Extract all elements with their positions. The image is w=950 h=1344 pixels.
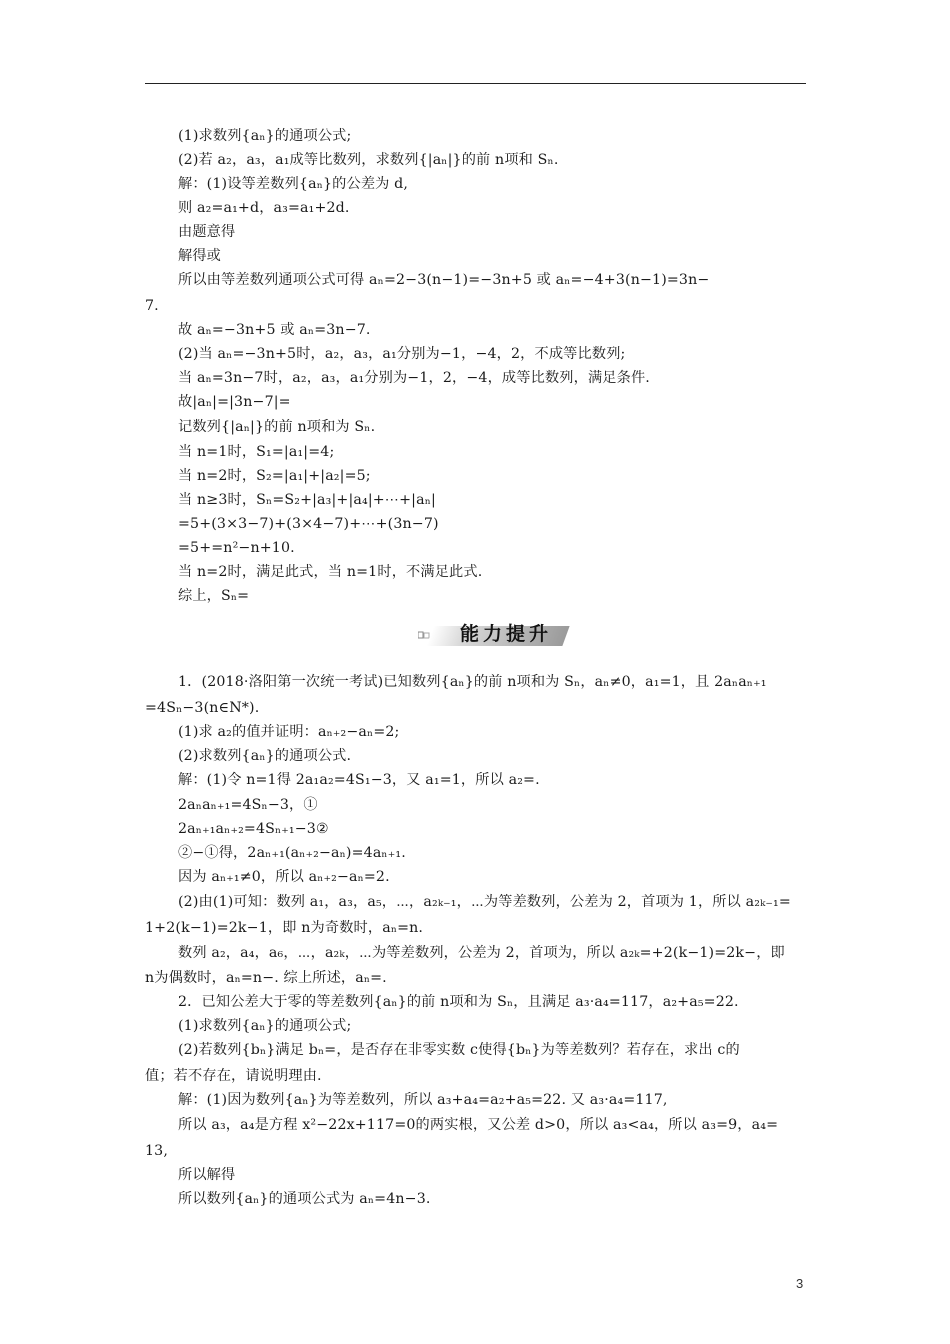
text-line: (1)求 a₂的值并证明：aₙ₊₂−aₙ=2; bbox=[178, 724, 400, 740]
text-line: 13, bbox=[145, 1143, 169, 1159]
text-line: 故 aₙ=−3n+5 或 aₙ=3n−7. bbox=[178, 322, 371, 338]
text-line: 1．(2018·洛阳第一次统一考试)已知数列{aₙ}的前 n项和为 Sₙ，aₙ≠0，a₁=1，且 2aₙaₙ₊₁ bbox=[178, 674, 767, 690]
text-line: (2)求数列{aₙ}的通项公式. bbox=[178, 748, 352, 764]
text-line: (2)由(1)可知：数列 a₁，a₃，a₅，⋯，a₂ₖ₋₁，⋯为等差数列，公差为 2，首项为 1，所以 a₂ₖ₋₁= bbox=[178, 894, 791, 910]
text-line: (1)求数列{aₙ}的通项公式; bbox=[178, 128, 352, 144]
text-line: 2aₙ₊₁aₙ₊₂=4Sₙ₊₁−3② bbox=[178, 821, 329, 837]
text-line: 当 n=1时，S₁=|a₁|=4; bbox=[178, 444, 335, 460]
page-number: 3 bbox=[796, 1276, 804, 1291]
section-banner bbox=[418, 620, 568, 648]
banner-title: 能力提升 bbox=[459, 623, 552, 645]
text-line: (1)求数列{aₙ}的通项公式; bbox=[178, 1018, 352, 1034]
text-line: 解：(1)令 n=1得 2a₁a₂=4S₁−3，又 a₁=1，所以 a₂=. bbox=[178, 772, 540, 788]
text-line: 值；若不存在，请说明理由. bbox=[145, 1068, 322, 1084]
text-line: 解：(1)设等差数列{aₙ}的公差为 d, bbox=[178, 176, 409, 192]
text-line: 2．已知公差大于零的等差数列{aₙ}的前 n项和为 Sₙ，且满足 a₃·a₄=117，a₂+a₅=22. bbox=[178, 994, 739, 1010]
text-line: 所以由等差数列通项公式可得 aₙ=2−3(n−1)=−3n+5 或 aₙ=−4+3(n−1)=3n− bbox=[178, 272, 710, 288]
text-line: 记数列{|aₙ|}的前 n项和为 Sₙ. bbox=[178, 419, 376, 435]
text-line: (2)若 a₂，a₃，a₁成等比数列，求数列{|aₙ|}的前 n项和 Sₙ. bbox=[178, 152, 559, 168]
header-rule bbox=[145, 83, 806, 84]
text-line: 则 a₂=a₁+d，a₃=a₁+2d. bbox=[178, 200, 350, 216]
text-line: 由题意得 bbox=[178, 224, 236, 240]
text-line: 数列 a₂，a₄，a₆，⋯，a₂ₖ，⋯为等差数列，公差为 2，首项为，所以 a₂ₖ=+2(k−1)=2k−，即 bbox=[178, 945, 785, 961]
text-line: 解得或 bbox=[178, 248, 222, 264]
text-line: 2aₙaₙ₊₁=4Sₙ−3，① bbox=[178, 797, 318, 813]
text-line: 因为 aₙ₊₁≠0，所以 aₙ₊₂−aₙ=2. bbox=[178, 869, 390, 885]
text-line: ②−①得，2aₙ₊₁(aₙ₊₂−aₙ)=4aₙ₊₁. bbox=[178, 845, 406, 861]
text-line: 所以数列{aₙ}的通项公式为 aₙ=4n−3. bbox=[178, 1191, 431, 1207]
text-line: 当 n≥3时，Sₙ=S₂+|a₃|+|a₄|+⋯+|aₙ| bbox=[178, 492, 436, 508]
text-line: 解：(1)因为数列{aₙ}为等差数列，所以 a₃+a₄=a₂+a₅=22. 又 a₃·a₄=117, bbox=[178, 1092, 668, 1108]
text-line: =5+=n²−n+10. bbox=[178, 540, 295, 556]
text-line: (2)若数列{bₙ}满足 bₙ=，是否存在非零实数 c使得{bₙ}为等差数列？若存在，求出 c的 bbox=[178, 1042, 740, 1058]
text-line: 当 aₙ=3n−7时，a₂，a₃，a₁分别为−1，2，−4，成等比数列，满足条件. bbox=[178, 370, 650, 386]
text-line: (2)当 aₙ=−3n+5时，a₂，a₃，a₁分别为−1，−4，2，不成等比数列; bbox=[178, 346, 626, 362]
text-line: =4Sₙ−3(n∈N*). bbox=[145, 700, 260, 716]
text-line: 7. bbox=[145, 298, 159, 314]
text-line: 当 n=2时，满足此式，当 n=1时，不满足此式. bbox=[178, 564, 483, 580]
text-line: 1+2(k−1)=2k−1，即 n为奇数时，aₙ=n. bbox=[145, 920, 424, 936]
text-line: 综上，Sₙ= bbox=[178, 588, 250, 604]
text-line: 故|aₙ|=|3n−7|= bbox=[178, 394, 291, 410]
text-line: 所以解得 bbox=[178, 1167, 236, 1183]
text-line: n为偶数时，aₙ=n−. 综上所述，aₙ=. bbox=[145, 970, 387, 986]
text-line: 当 n=2时，S₂=|a₁|+|a₂|=5; bbox=[178, 468, 371, 484]
text-line: 所以 a₃，a₄是方程 x²−22x+117=0的两实根，又公差 d>0，所以 a₃<a₄，所以 a₃=9，a₄= bbox=[178, 1117, 779, 1133]
text-line: =5+(3×3−7)+(3×4−7)+⋯+(3n−7) bbox=[178, 516, 439, 532]
